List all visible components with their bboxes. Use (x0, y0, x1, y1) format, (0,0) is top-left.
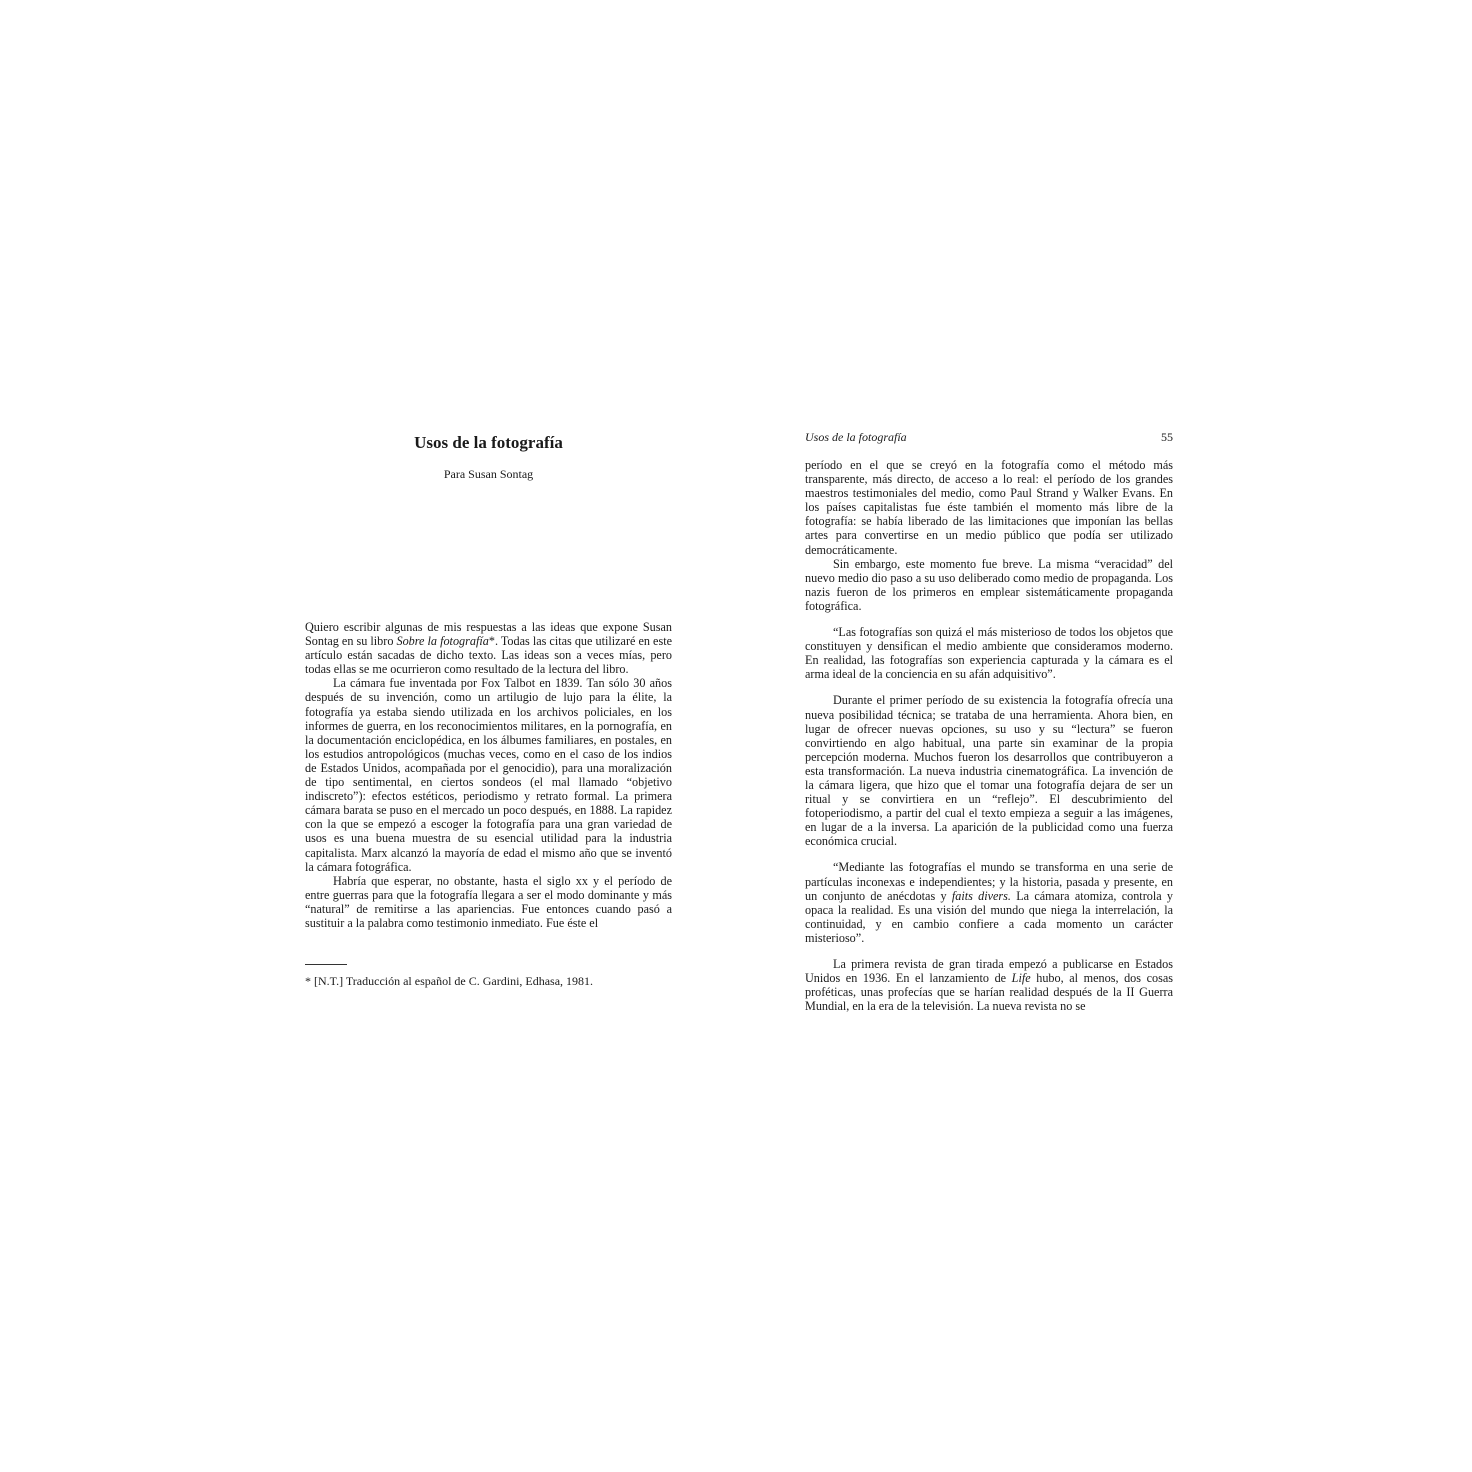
right-page (805, 420, 1173, 1020)
paragraph-life-magazine (805, 957, 1173, 1013)
paragraph-intro-text-a: Quiero escribir algunas de mis respuestas a las ideas que expone Susan Sontag en su libro (305, 620, 672, 649)
right-body-text (805, 458, 1173, 1013)
life-italic: Life (1011, 971, 1031, 986)
faits-divers-italic: faits divers. (951, 888, 1011, 903)
paragraph-continuation: período en el que se creyó en la fotografía como el método más transparente, más directo, de acceso a lo real: el período de los grandes maestros testimoniales del medio, como Paul Strand y Walker Evans. En los países capitalistas fue éste también el momento más libre de la fotografía: se había liberado de las limitaciones que imponían las bellas artes para convertirse en un medio público que podía ser utilizado democráticamente. (805, 458, 1173, 557)
running-title: Usos de la fotografía (805, 430, 907, 444)
paragraph-first-period: Durante el primer período de su existencia la fotografía ofrecía una nueva posibilidad técnica; se trataba de una herramienta. Ahora bien, en lugar de ofrecer nuevas opciones, su uso y su “lectura” se fueron convirtiendo en algo habitual, una parte sin examinar de la propia percepción moderna. Muchos fueron los desarrollos que contribuyeron a esta transformación. La nueva industria cinematográfica. La invención de la cámara ligera, que hizo que el tomar una fotografía dejara de ser un ritual y se convirtiera en un “reflejo”. El descubrimiento del fotoperiodismo, a partir del cual el texto empieza a seguir a las imágenes, en lugar de a la inversa. La aparición de la publicidad como una fuerza económica crucial. (805, 693, 1173, 849)
paragraph-intro (305, 620, 672, 676)
page-number: 55 (1161, 430, 1173, 444)
quote2-text-a: “Mediante las fotografías el mundo se transforma en una serie de partículas inconexas e independientes; y la historia, pasada y presente, en un conjunto de anécdotas y (805, 860, 1173, 903)
paragraph-life-text-a: La primera revista de gran tirada empezó a publicarse en Estados Unidos en 1936. En el lanzamiento de (805, 957, 1173, 986)
quote-block-1 (805, 625, 1173, 681)
left-page (305, 420, 672, 1000)
book-title-italic: Sobre la fotografía (396, 634, 489, 649)
left-body-text (305, 620, 672, 930)
quote-mysterious-objects: “Las fotografías son quizá el más misterioso de todos los objetos que constituyen y densifican el medio ambiente que consideramos moderno. En realidad, las fotografías son experiencia capturada y la cámara es el arma ideal de la conciencia en su afán adquisitivo”. (805, 625, 1173, 682)
paragraph-propaganda: Sin embargo, este momento fue breve. La misma “veracidad” del nuevo medio dio paso a su uso deliberado como medio de propaganda. Los nazis fueron de los primeros en emplear sistemáticamente propaganda fotográfica. (805, 556, 1173, 613)
dedication: Para Susan Sontag (443, 467, 534, 481)
quote-world-transformed (805, 860, 1173, 945)
paragraph-intro-text-b: *. Todas las citas que utilizaré en este artículo están sacadas de dicho texto. Las ideas son a veces mías, pero todas ellas se me ocurrieron como resultado de la lectura del libro. (305, 634, 673, 677)
paragraph-twentieth-century: Habría que esperar, no obstante, hasta el siglo xx y el período de entre guerras para que la fotografía llegara a ser el modo dominante y más “natural” de remitirse a las apariencias. Fue entonces cuando pasó a sustituir a la palabra como testimonio inmediato. Fue éste el (305, 873, 672, 930)
paragraph-life-text-b: hubo, al menos, dos cosas proféticas, unas profecías que se harían realidad después de la II Guerra Mundial, en la era de la televisión. La nueva revista no se (805, 971, 1174, 1014)
footnote: * [N.T.] Traducción al español de C. Gardini, Edhasa, 1981. (305, 974, 594, 988)
paragraph-camera-invention: La cámara fue inventada por Fox Talbot en 1839. Tan sólo 30 años después de su invención, como un artilugio de lujo para la élite, la fotografía ya estaba siendo utilizada en los archivos policiales, en los informes de guerra, en los reconocimientos militares, en la pornografía, en la documentación enciclopédica, en los álbumes familiares, en postales, en los estudios antropológicos (muchas veces, como en el caso de los indios de Estados Unidos, acompañada por el genocidio), para una moralización de tipo sentimental, en ciertos sondeos (el mal llamado “objetivo indiscreto”): efectos estéticos, periodismo y retrato formal. La primera cámara barata se puso en el mercado un poco después, en 1888. La rapidez con la que se empezó a escoger la fotografía para una gran variedad de usos es una buena muestra de su esencial utilidad para la industria capitalista. Marx alcanzó la mayoría de edad el mismo año que se inventó la cámara fotográfica. (305, 676, 672, 874)
chapter-title: Usos de la fotografía (414, 433, 563, 452)
quote-block-2 (805, 860, 1173, 945)
footnote-rule (305, 964, 347, 965)
quote2-text-b: La cámara atomiza, controla y opaca la realidad. Es una visión del mundo que niega la interrelación, la continuidad, y en cambio confiere a cada momento un carácter misterioso”. (805, 888, 1174, 945)
